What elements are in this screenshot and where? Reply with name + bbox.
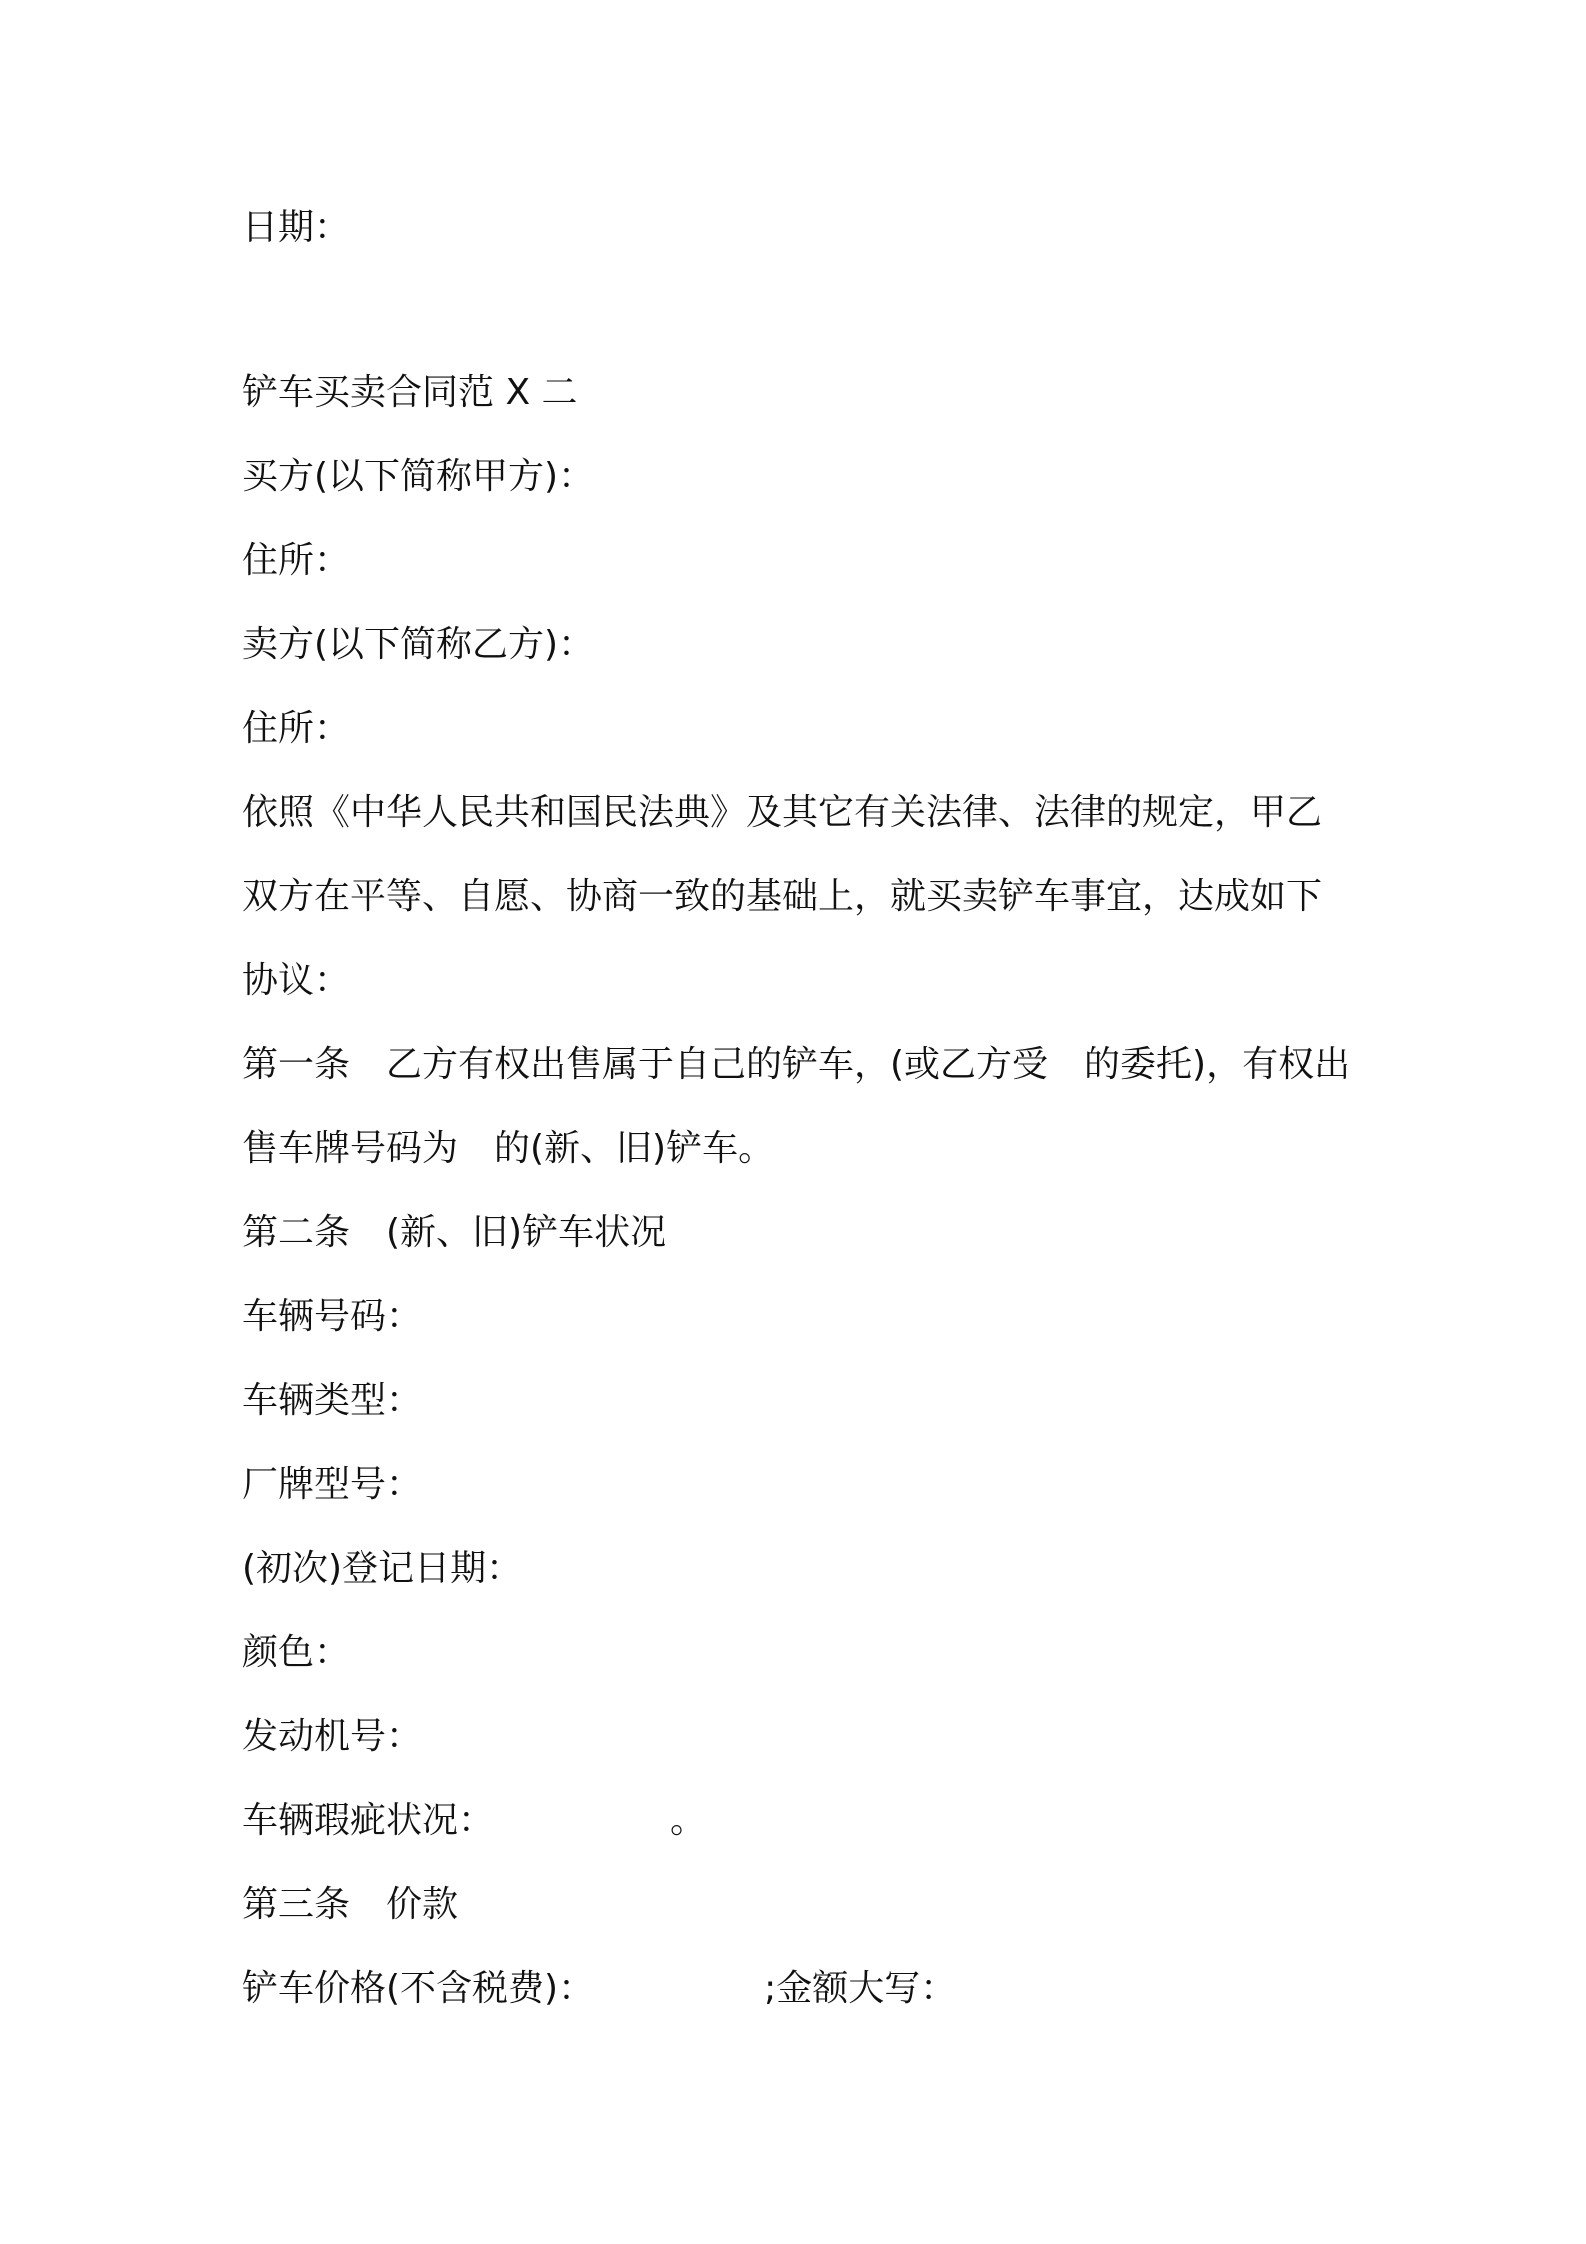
contract-title: 铲车买卖合同范 X 二 [242,372,578,413]
preamble-line: 协议： [242,960,351,1001]
article-3-heading: 第三条 价款 [242,1884,459,1925]
seller-line: 卖方(以下简称乙方)： [242,624,595,665]
defect-status-label: 车辆瑕疵状况： [242,1800,495,1841]
contract-body [242,351,1392,2031]
buyer-line: 买方(以下简称甲方)： [242,456,595,497]
vehicle-type-field: 车辆类型： [242,1380,423,1421]
seller-address-line: 住所： [242,708,351,749]
engine-number-field: 发动机号： [242,1716,423,1757]
article-1-line: 售车牌号码为 的(新、旧)铲车。 [242,1128,775,1169]
defect-status-field [242,1779,1392,1863]
defect-status-blank [494,1831,670,1832]
brand-model-field: 厂牌型号： [242,1464,423,1505]
registration-date-field: (初次)登记日期： [242,1548,523,1589]
article-1-line: 第一条 乙方有权出售属于自己的铲车，(或乙方受 的委托)，有权出 [242,1044,1351,1085]
color-field: 颜色： [242,1632,351,1673]
price-amount-label: ;金额大写： [764,1968,957,2009]
defect-status-end: 。 [670,1800,707,1841]
buyer-address-line: 住所： [242,540,351,581]
price-field [242,1947,1392,2031]
preamble-line: 双方在平等、自愿、协商一致的基础上，就买卖铲车事宜，达成如下 [242,876,1323,917]
price-label: 铲车价格(不含税费)： [242,1968,595,2009]
date-label: 日期： [242,207,351,248]
preamble-line: 依照《中华人民共和国民法典》及其它有关法律、法律的规定，甲乙 [242,792,1323,833]
article-2-heading: 第二条 (新、旧)铲车状况 [242,1212,667,1253]
price-blank [594,1999,764,2000]
vehicle-number-field: 车辆号码： [242,1296,423,1337]
